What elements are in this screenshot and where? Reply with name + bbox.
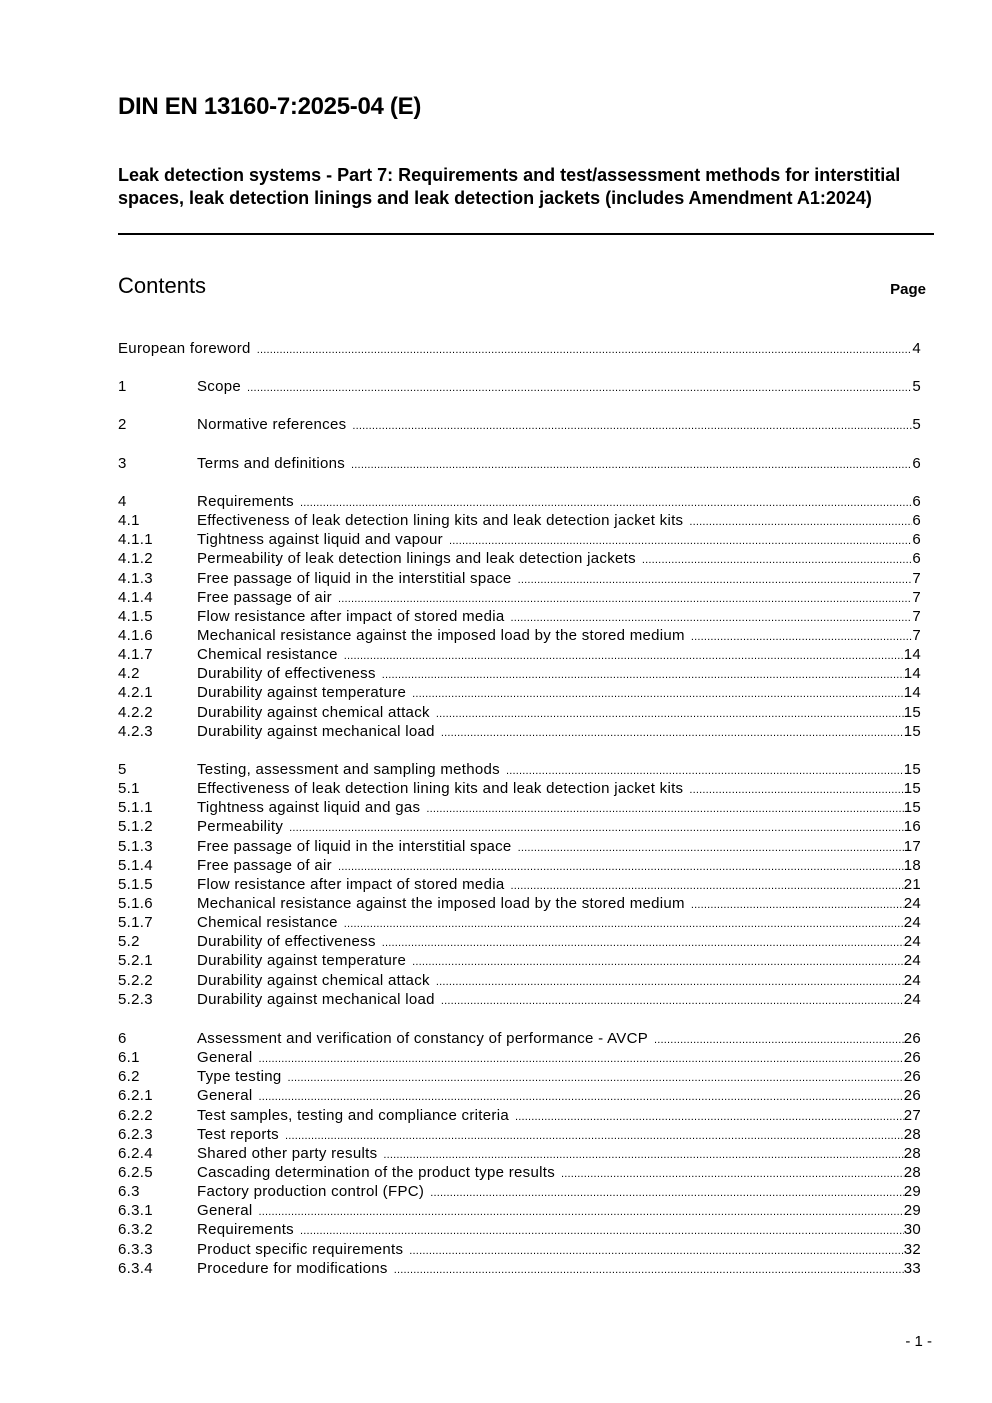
toc-entry-title: Tightness against liquid and gas xyxy=(197,799,421,817)
toc-entry-number: 6.3.1 xyxy=(118,1202,153,1220)
toc-entry-title: Chemical resistance xyxy=(197,646,338,664)
toc-entry-title: Mechanical resistance against the imposed load by the stored medium xyxy=(197,626,685,644)
toc-entry-page: 24 xyxy=(903,952,921,970)
toc-entry-page: 14 xyxy=(903,684,921,702)
dot-leader xyxy=(258,1048,903,1067)
toc-entry-number: 4.2.2 xyxy=(118,703,153,721)
toc-group xyxy=(118,454,921,473)
title-divider xyxy=(118,233,934,235)
toc-entry[interactable] xyxy=(118,798,921,817)
toc-entry-title: Permeability xyxy=(197,818,284,836)
toc-entry-number: 4.2.1 xyxy=(118,684,153,702)
toc-entry-page: 32 xyxy=(903,1240,921,1258)
dot-leader xyxy=(258,1086,903,1105)
toc-group xyxy=(118,760,921,1009)
toc-entry-page: 26 xyxy=(903,1049,921,1067)
toc-entry[interactable] xyxy=(118,779,921,798)
toc-entry-page: 24 xyxy=(903,914,921,932)
toc-entry-page: 7 xyxy=(912,569,921,587)
toc-entry-title: Free passage of air xyxy=(197,588,332,606)
toc-entry[interactable] xyxy=(118,722,921,741)
page-number: - 1 - xyxy=(905,1333,932,1350)
dot-leader xyxy=(300,492,912,511)
toc-entry-title: Durability against temperature xyxy=(197,684,407,702)
toc-entry[interactable] xyxy=(118,569,921,588)
toc-entry-page: 5 xyxy=(912,378,921,395)
dot-leader xyxy=(258,1201,903,1220)
dot-leader xyxy=(436,971,904,990)
toc-entry-page: 26 xyxy=(903,1030,921,1047)
toc-entry-title: Requirements xyxy=(197,1221,294,1239)
toc-entry[interactable] xyxy=(118,1144,921,1163)
dot-leader xyxy=(691,894,904,913)
toc-entry-number: 5 xyxy=(118,761,127,778)
toc-entry-page: 6 xyxy=(912,493,921,510)
dot-leader xyxy=(689,779,903,798)
toc-entry[interactable] xyxy=(118,645,921,664)
toc-group xyxy=(118,1029,921,1278)
dot-leader xyxy=(287,1067,903,1086)
toc-entry[interactable] xyxy=(118,1259,921,1278)
toc-entry-number: 6.2 xyxy=(118,1068,140,1086)
toc-entry-title: General xyxy=(197,1049,253,1067)
toc-entry-page: 6 xyxy=(912,512,921,530)
dot-leader xyxy=(449,530,912,549)
dot-leader xyxy=(383,1144,903,1163)
toc-entry-title: General xyxy=(197,1202,253,1220)
toc-entry-page: 24 xyxy=(903,933,921,951)
toc-entry-number: 6.3 xyxy=(118,1183,140,1201)
toc-entry-page: 7 xyxy=(912,607,921,625)
toc-entry-page: 15 xyxy=(903,780,921,798)
toc-entry-page: 14 xyxy=(903,646,921,664)
toc-entry-number: 5.1.7 xyxy=(118,914,153,932)
toc-entry-page: 4 xyxy=(912,340,921,357)
toc-entry[interactable] xyxy=(118,932,921,951)
toc-entry[interactable] xyxy=(118,1125,921,1144)
toc-entry-number: 6.2.5 xyxy=(118,1163,153,1181)
toc-entry-page: 26 xyxy=(903,1068,921,1086)
toc-entry-page: 28 xyxy=(903,1125,921,1143)
document-subtitle: Leak detection systems - Part 7: Requirements and test/assessment methods for interstitial spaces, leak detection linings and leak detection jackets (includes Amendment A1:2024) xyxy=(118,165,901,208)
toc-entry-number: 6.1 xyxy=(118,1049,140,1067)
toc-entry-number: 6 xyxy=(118,1030,127,1047)
toc-entry-title: Effectiveness of leak detection lining kits and leak detection jacket kits xyxy=(197,512,684,530)
toc-entry-page: 30 xyxy=(903,1221,921,1239)
toc-entry[interactable] xyxy=(118,894,921,913)
document-id: DIN EN 13160-7:2025-04 (E) xyxy=(118,93,422,120)
toc-entry-page: 18 xyxy=(903,856,921,874)
toc-entry-number: 4 xyxy=(118,493,127,510)
dot-leader xyxy=(436,703,904,722)
dot-leader xyxy=(257,339,913,358)
toc-entry-number: 4.2 xyxy=(118,665,140,683)
toc-entry-title: Mechanical resistance against the imposed load by the stored medium xyxy=(197,894,685,912)
toc-group xyxy=(118,492,921,741)
toc-entry[interactable] xyxy=(118,664,921,683)
toc-entry[interactable] xyxy=(118,511,921,530)
toc-entry-number: 6.3.2 xyxy=(118,1221,153,1239)
toc-entry[interactable] xyxy=(118,454,921,473)
contents-heading: Contents xyxy=(118,273,207,298)
toc-entry-title: Assessment and verification of constancy of performance - AVCP xyxy=(197,1030,649,1047)
toc-entry-number: 5.2.1 xyxy=(118,952,153,970)
toc-entry-page: 17 xyxy=(903,837,921,855)
toc-entry-number: 5.1.4 xyxy=(118,856,153,874)
toc-entry[interactable] xyxy=(118,530,921,549)
toc-entry-number: 5.2.2 xyxy=(118,971,153,989)
dot-leader xyxy=(506,760,904,779)
toc-entry-title: Free passage of air xyxy=(197,856,332,874)
toc-entry-number: 6.2.3 xyxy=(118,1125,153,1143)
dot-leader xyxy=(409,1240,903,1259)
toc-entry-title: Tightness against liquid and vapour xyxy=(197,531,443,549)
toc-entry-page: 6 xyxy=(912,550,921,568)
toc-group xyxy=(118,339,921,358)
toc-entry-number: 6.3.3 xyxy=(118,1240,153,1258)
toc-entry-title: Requirements xyxy=(197,493,294,510)
dot-leader xyxy=(518,837,904,856)
toc-entry-page: 6 xyxy=(912,455,921,472)
toc-entry-number: 3 xyxy=(118,455,127,472)
toc-entry-number: 5.1.6 xyxy=(118,894,153,912)
toc-entry-title: Free passage of liquid in the interstitial space xyxy=(197,837,512,855)
toc-entry-page: 28 xyxy=(903,1144,921,1162)
dot-leader xyxy=(515,1106,904,1125)
toc-entry-title: Product specific requirements xyxy=(197,1240,404,1258)
toc-entry-title: Durability of effectiveness xyxy=(197,665,376,683)
toc-entry-title: Testing, assessment and sampling methods xyxy=(197,761,500,778)
toc-entry[interactable] xyxy=(118,1163,921,1182)
toc-entry-number: 5.1.1 xyxy=(118,799,153,817)
toc-entry-title: Type testing xyxy=(197,1068,282,1086)
toc-entry[interactable] xyxy=(118,951,921,970)
toc-entry-page: 24 xyxy=(903,894,921,912)
toc-entry-page: 7 xyxy=(912,626,921,644)
toc-entry-page: 27 xyxy=(903,1106,921,1124)
toc-entry-page: 29 xyxy=(903,1183,921,1201)
toc-entry-number: 4.2.3 xyxy=(118,722,153,740)
toc-entry[interactable] xyxy=(118,1182,921,1201)
toc-entry-number: 4.1.2 xyxy=(118,550,153,568)
page-column-label: Page xyxy=(890,281,926,298)
toc-entry-page: 21 xyxy=(903,875,921,893)
toc-entry-title: Durability against mechanical load xyxy=(197,990,435,1008)
toc-entry-title: Terms and definitions xyxy=(197,455,346,472)
toc-entry-title: Flow resistance after impact of stored media xyxy=(197,875,505,893)
toc-entry-page: 26 xyxy=(903,1087,921,1105)
toc-entry-title: Durability against temperature xyxy=(197,952,407,970)
toc-entry-number: 6.2.1 xyxy=(118,1087,153,1105)
dot-leader xyxy=(285,1125,904,1144)
toc-entry-number: 4.1.7 xyxy=(118,646,153,664)
toc-entry-title: Durability of effectiveness xyxy=(197,933,376,951)
toc-entry-title: Procedure for modifications xyxy=(197,1259,388,1277)
toc-entry[interactable] xyxy=(118,971,921,990)
dot-leader xyxy=(412,951,904,970)
toc-entry-title: Durability against chemical attack xyxy=(197,971,430,989)
toc-entry[interactable] xyxy=(118,1220,921,1239)
dot-leader xyxy=(352,415,912,434)
dot-leader xyxy=(561,1163,904,1182)
toc-entry-title: Test samples, testing and compliance criteria xyxy=(197,1106,509,1124)
dot-leader xyxy=(511,607,913,626)
dot-leader xyxy=(338,588,912,607)
toc-entry-page: 33 xyxy=(903,1259,921,1277)
toc-entry-number: 5.1.5 xyxy=(118,875,153,893)
toc-entry-page: 6 xyxy=(912,531,921,549)
toc-entry-title: Factory production control (FPC) xyxy=(197,1183,425,1201)
toc-entry-page: 7 xyxy=(912,588,921,606)
toc-entry[interactable] xyxy=(118,339,921,358)
toc-entry-page: 15 xyxy=(903,703,921,721)
toc-entry[interactable] xyxy=(118,760,921,779)
toc-entry-number: 6.2.2 xyxy=(118,1106,153,1124)
toc-entry[interactable] xyxy=(118,1106,921,1125)
toc-entry-title: Test reports xyxy=(197,1125,279,1143)
toc-entry-number: 4.1 xyxy=(118,512,140,530)
toc-entry[interactable] xyxy=(118,1029,921,1048)
toc-entry-title: Flow resistance after impact of stored media xyxy=(197,607,505,625)
toc-entry-number: 4.1.6 xyxy=(118,626,153,644)
toc-entry-title: Free passage of liquid in the interstitial space xyxy=(197,569,512,587)
toc-entry[interactable] xyxy=(118,703,921,722)
dot-leader xyxy=(642,549,912,568)
dot-leader xyxy=(412,683,904,702)
toc-entry-page: 28 xyxy=(903,1163,921,1181)
toc-entry-title: European foreword xyxy=(118,340,251,357)
toc-entry-number: 5.2 xyxy=(118,933,140,951)
dot-leader xyxy=(338,856,904,875)
toc-entry[interactable] xyxy=(118,1048,921,1067)
dot-leader xyxy=(441,990,904,1009)
toc-entry[interactable] xyxy=(118,837,921,856)
toc-entry[interactable] xyxy=(118,817,921,836)
dot-leader xyxy=(430,1182,904,1201)
toc-entry-page: 15 xyxy=(903,761,921,778)
dot-leader xyxy=(344,645,904,664)
dot-leader xyxy=(441,722,904,741)
toc-entry-title: Permeability of leak detection linings and leak detection jackets xyxy=(197,550,636,568)
dot-leader xyxy=(382,932,904,951)
toc-entry[interactable] xyxy=(118,549,921,568)
toc-entry-number: 5.2.3 xyxy=(118,990,153,1008)
toc-entry-number: 4.1.1 xyxy=(118,531,153,549)
dot-leader xyxy=(689,511,912,530)
toc-entry-title: Normative references xyxy=(197,416,347,433)
toc-entry-page: 15 xyxy=(903,799,921,817)
toc-entry-title: General xyxy=(197,1087,253,1105)
dot-leader xyxy=(511,875,904,894)
toc-group xyxy=(118,415,921,434)
toc-entry[interactable] xyxy=(118,1201,921,1220)
dot-leader xyxy=(247,377,912,396)
toc-entry[interactable] xyxy=(118,607,921,626)
toc-entry[interactable] xyxy=(118,990,921,1009)
dot-leader xyxy=(426,798,903,817)
toc-entry[interactable] xyxy=(118,415,921,434)
toc-entry[interactable] xyxy=(118,683,921,702)
toc-entry-number: 6.2.4 xyxy=(118,1144,153,1162)
dot-leader xyxy=(344,913,904,932)
dot-leader xyxy=(394,1259,904,1278)
dot-leader xyxy=(289,817,904,836)
toc-entry-page: 16 xyxy=(903,818,921,836)
toc-entry[interactable] xyxy=(118,626,921,645)
toc-entry[interactable] xyxy=(118,377,921,396)
toc-entry-number: 4.1.5 xyxy=(118,607,153,625)
toc-entry-number: 5.1 xyxy=(118,780,140,798)
toc-entry-title: Effectiveness of leak detection lining kits and leak detection jacket kits xyxy=(197,780,684,798)
toc-entry-number: 5.1.2 xyxy=(118,818,153,836)
toc-entry[interactable] xyxy=(118,1067,921,1086)
toc-group xyxy=(118,377,921,396)
toc-entry-title: Scope xyxy=(197,378,242,395)
toc-entry-number: 4.1.3 xyxy=(118,569,153,587)
toc-entry[interactable] xyxy=(118,875,921,894)
toc-entry-number: 2 xyxy=(118,416,127,433)
toc-entry-page: 15 xyxy=(903,722,921,740)
toc-entry-number: 4.1.4 xyxy=(118,588,153,606)
dot-leader xyxy=(654,1029,904,1048)
toc-entry-page: 24 xyxy=(903,971,921,989)
toc-entry-title: Shared other party results xyxy=(197,1144,378,1162)
toc-entry-title: Chemical resistance xyxy=(197,914,338,932)
dot-leader xyxy=(300,1220,904,1239)
toc-entry[interactable] xyxy=(118,913,921,932)
toc-entry-title: Durability against chemical attack xyxy=(197,703,430,721)
toc-entry[interactable] xyxy=(118,492,921,511)
toc-entry-number: 1 xyxy=(118,378,127,395)
toc-entry[interactable] xyxy=(118,856,921,875)
dot-leader xyxy=(691,626,912,645)
toc-entry[interactable] xyxy=(118,588,921,607)
toc-entry-page: 29 xyxy=(903,1202,921,1220)
dot-leader xyxy=(351,454,912,473)
dot-leader xyxy=(382,664,904,683)
toc-entry-page: 5 xyxy=(912,416,921,433)
toc-entry-number: 6.3.4 xyxy=(118,1259,153,1277)
toc-entry-title: Cascading determination of the product type results xyxy=(197,1163,555,1181)
dot-leader xyxy=(518,569,913,588)
toc-entry-title: Durability against mechanical load xyxy=(197,722,435,740)
toc-entry[interactable] xyxy=(118,1240,921,1259)
toc-entry[interactable] xyxy=(118,1086,921,1105)
toc-entry-number: 5.1.3 xyxy=(118,837,153,855)
toc-entry-page: 14 xyxy=(903,665,921,683)
toc-entry-page: 24 xyxy=(903,990,921,1008)
